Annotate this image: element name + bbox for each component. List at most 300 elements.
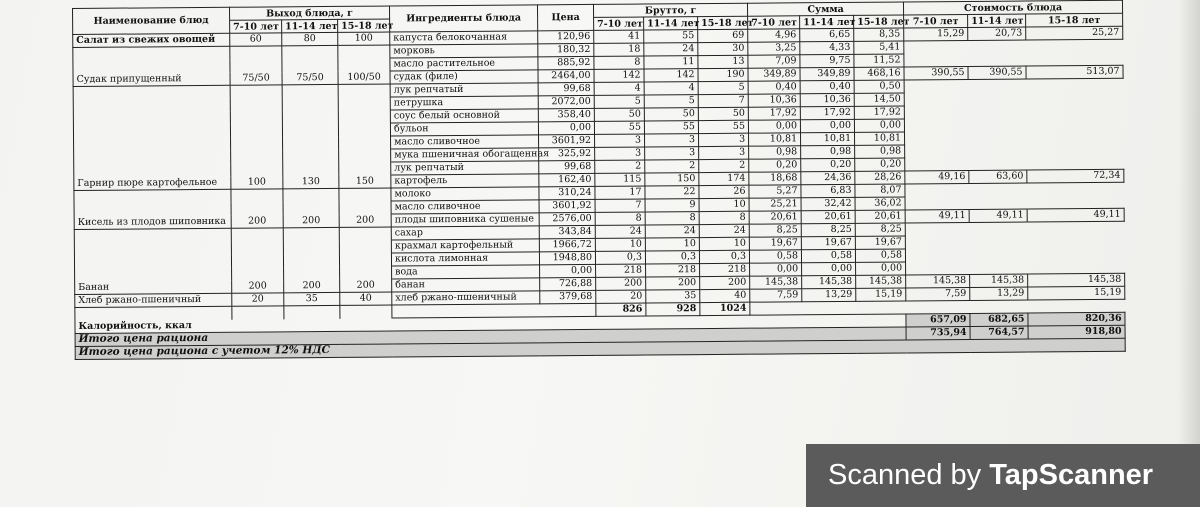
cost-cell (968, 40, 1026, 53)
yield-cell: 130 (283, 175, 339, 188)
dish-name-cell: Гарнир пюре картофельное (74, 176, 231, 190)
gross-cell: 5 (644, 95, 698, 108)
cost-cell (904, 118, 968, 132)
gross-cell: 55 (644, 30, 698, 43)
price-cell: 2576,00 (539, 212, 595, 225)
ingredient-cell: масло сливочное (391, 200, 539, 214)
ingredient-cell: судак (филе) (390, 70, 538, 84)
cost-cell (905, 248, 969, 262)
yield-cell (230, 111, 282, 124)
yield-cell: 200 (231, 215, 283, 228)
ingredient-cell: масло растительное (390, 57, 538, 71)
sum-cell: 468,16 (854, 67, 904, 80)
gross-cell: 0,3 (595, 251, 645, 264)
yield-cell (283, 136, 339, 149)
sum-cell: 7,09 (748, 55, 800, 68)
sum-cell: 10,81 (749, 133, 801, 146)
cost-cell (904, 79, 968, 93)
ingredient-cell: сахар (391, 226, 539, 240)
yield-cell (340, 266, 392, 279)
yield-cell: 80 (282, 32, 338, 45)
sum-cell: 8,25 (801, 223, 855, 236)
yield-cell (339, 253, 391, 266)
age-group-header: 15-18 лет (698, 16, 748, 29)
cost-cell (968, 105, 1026, 118)
yield-cell (282, 97, 338, 110)
header-price: Цена (538, 4, 594, 30)
gross-cell: 4 (594, 82, 644, 95)
dish-name-cell (74, 189, 231, 203)
cost-cell (905, 235, 969, 249)
ingredient-cell: плоды шиповника сушеные (391, 213, 539, 227)
sum-cell: 10,36 (748, 94, 800, 107)
cost-cell: 25,27 (1026, 26, 1123, 40)
yield-cell: 60 (230, 33, 282, 46)
ingredient-cell: морковь (390, 44, 538, 58)
yield-cell (284, 266, 340, 279)
gross-cell: 3 (645, 147, 699, 160)
ingredient-cell: мука пшеничная обогащенная (391, 148, 539, 162)
gross-cell: 2 (699, 159, 749, 172)
sum-cell: 4,33 (800, 41, 854, 54)
yield-cell: 200 (284, 279, 340, 292)
cost-cell (1027, 195, 1124, 209)
yield-cell (231, 254, 283, 267)
yield-cell: 75/50 (230, 72, 282, 85)
ingredient-cell: банан (392, 278, 540, 292)
price-cell: 0,00 (538, 121, 594, 134)
cost-cell (1026, 78, 1123, 92)
yield-cell (339, 201, 391, 214)
cost-cell: 513,07 (1026, 65, 1123, 79)
gross-cell: 2 (645, 160, 699, 173)
sum-cell: 8,25 (749, 224, 801, 237)
ingredient-cell: вода (392, 265, 540, 279)
yield-cell (338, 97, 390, 110)
watermark-brand: TapScanner (989, 459, 1154, 491)
cost-cell (969, 131, 1027, 144)
gross-cell: 3 (699, 146, 749, 159)
dish-name-cell (74, 254, 231, 268)
gross-total-cell: 826 (596, 303, 646, 316)
sum-cell: 10,81 (855, 132, 905, 145)
gross-cell: 2 (595, 160, 645, 173)
header-gross: Брутто, г (594, 3, 748, 17)
yield-cell (284, 305, 340, 318)
price-cell: 1966,72 (539, 238, 595, 251)
sum-cell: 349,89 (800, 67, 854, 80)
tapscanner-watermark (806, 444, 1200, 507)
cost-cell: 63,60 (969, 170, 1027, 183)
dish-name-cell: Банан (75, 280, 232, 294)
gross-cell: 8 (699, 211, 749, 224)
age-group-header: 11-14 лет (282, 19, 338, 32)
yield-cell (339, 240, 391, 253)
yield-cell: 100 (231, 176, 283, 189)
sum-cell: 5,27 (749, 185, 801, 198)
dish-name-cell (75, 267, 232, 281)
total-vat-label: Итого цена рациона с учетом 12% НДС (75, 338, 1125, 359)
blank-cell (802, 301, 856, 314)
gross-cell: 10 (699, 237, 749, 250)
cost-cell (968, 53, 1026, 66)
age-group-header: 15-18 лет (1026, 13, 1123, 27)
blank-cell (970, 300, 1028, 313)
dish-name-cell (73, 111, 230, 125)
sum-cell: 0,20 (749, 159, 801, 172)
cost-cell: 7,59 (906, 287, 970, 301)
gross-cell: 50 (644, 108, 698, 121)
dish-name-cell (74, 241, 231, 255)
yield-cell (231, 189, 283, 202)
price-cell: 2464,00 (538, 69, 594, 82)
cost-cell (905, 222, 969, 236)
gross-cell: 24 (644, 43, 698, 56)
sum-cell: 145,38 (750, 276, 802, 289)
cost-cell (905, 144, 969, 158)
age-group-header: 7-10 лет (748, 16, 800, 29)
gross-cell: 218 (646, 264, 700, 277)
sum-cell: 8,25 (855, 223, 905, 236)
cost-cell (969, 144, 1027, 157)
sum-cell: 4,96 (748, 29, 800, 42)
cost-cell (906, 261, 970, 275)
cost-cell (968, 118, 1026, 131)
dish-name-cell (73, 85, 230, 99)
sum-cell: 8,07 (855, 184, 905, 197)
cost-cell: 145,38 (1028, 273, 1125, 287)
gross-cell: 10 (645, 238, 699, 251)
dish-name-cell (74, 228, 231, 242)
blank-cell (750, 302, 802, 315)
gross-cell: 200 (700, 276, 750, 289)
yield-cell (232, 306, 284, 319)
gross-cell: 7 (698, 94, 748, 107)
dish-name-cell: Кисель из плодов шиповника (74, 215, 231, 229)
price-cell: 120,96 (538, 30, 594, 43)
sum-cell: 0,20 (801, 158, 855, 171)
dish-name-cell (73, 124, 230, 138)
sum-cell: 9,75 (800, 54, 854, 67)
calories-value: 682,65 (970, 313, 1028, 326)
gross-total-cell: 1024 (700, 302, 750, 315)
sum-cell: 0,40 (800, 80, 854, 93)
gross-cell: 150 (645, 173, 699, 186)
dish-name-cell (74, 163, 231, 177)
dish-name-cell: Судак припущенный (73, 72, 230, 86)
yield-cell (282, 45, 338, 58)
cost-cell (970, 261, 1028, 274)
cost-cell (1027, 221, 1124, 235)
dish-name-cell (73, 98, 230, 112)
sum-cell: 0,50 (854, 80, 904, 93)
ingredient-cell: капуста белокочанная (390, 31, 538, 45)
sum-cell: 0,00 (856, 262, 906, 275)
gross-cell: 13 (698, 55, 748, 68)
cost-cell: 390,55 (968, 66, 1026, 79)
sum-cell: 0,20 (855, 158, 905, 171)
price-cell: 1948,80 (539, 251, 595, 264)
yield-cell: 150 (339, 175, 391, 188)
blank-cell (856, 301, 906, 314)
cost-cell: 49,11 (969, 209, 1027, 222)
sum-cell: 18,68 (749, 172, 801, 185)
cost-cell: 13,29 (970, 287, 1028, 300)
cost-cell (1026, 117, 1123, 131)
yield-cell (231, 150, 283, 163)
yield-cell (339, 136, 391, 149)
price-cell: 3601,92 (539, 199, 595, 212)
age-group-header: 11-14 лет (968, 14, 1026, 27)
cost-cell (904, 40, 968, 54)
cost-cell (905, 196, 969, 210)
price-cell: 379,68 (540, 290, 596, 303)
gross-cell: 200 (596, 277, 646, 290)
gross-cell: 69 (698, 29, 748, 42)
cost-cell: 145,38 (906, 274, 970, 288)
cost-cell (1026, 91, 1123, 105)
sum-cell: 13,29 (802, 288, 856, 301)
yield-cell (283, 188, 339, 201)
gross-cell: 142 (594, 69, 644, 82)
yield-cell (231, 137, 283, 150)
yield-cell (231, 228, 283, 241)
sum-cell: 19,67 (801, 236, 855, 249)
page-edge-shadow (1178, 0, 1200, 507)
sum-cell: 6,83 (801, 184, 855, 197)
sum-cell: 0,58 (801, 249, 855, 262)
cost-cell (968, 92, 1026, 105)
yield-cell (231, 163, 283, 176)
yield-cell: 75/50 (282, 71, 338, 84)
sum-cell: 10,81 (801, 132, 855, 145)
cost-cell: 15,29 (904, 27, 968, 41)
yield-cell (338, 123, 390, 136)
sum-cell: 0,58 (749, 250, 801, 263)
cost-cell (1027, 130, 1124, 144)
cost-cell: 49,11 (905, 209, 969, 223)
sum-cell: 19,67 (749, 237, 801, 250)
menu-cost-table (72, 0, 1126, 360)
cost-cell (968, 79, 1026, 92)
yield-cell: 200 (283, 214, 339, 227)
yield-cell (282, 110, 338, 123)
calories-value: 820,36 (1028, 312, 1125, 326)
ingredient-cell: лук репчатый (390, 83, 538, 97)
gross-cell: 24 (595, 225, 645, 238)
gross-cell: 0,3 (645, 251, 699, 264)
yield-cell: 40 (340, 292, 392, 305)
gross-cell: 40 (700, 289, 750, 302)
gross-cell: 142 (644, 69, 698, 82)
gross-cell: 17 (595, 186, 645, 199)
yield-cell (339, 188, 391, 201)
yield-cell (339, 227, 391, 240)
menu-body (73, 26, 1125, 320)
cost-cell (904, 53, 968, 67)
gross-cell: 5 (698, 81, 748, 94)
cost-cell (1028, 260, 1125, 274)
header-ingredients: Ингредиенты блюда (390, 5, 538, 32)
gross-cell: 218 (596, 264, 646, 277)
yield-cell (230, 59, 282, 72)
yield-cell (339, 149, 391, 162)
sum-cell: 19,67 (855, 236, 905, 249)
price-cell: 358,40 (538, 108, 594, 121)
sum-cell: 3,25 (748, 42, 800, 55)
sum-cell: 0,00 (748, 120, 800, 133)
yield-cell (232, 267, 284, 280)
total-value: 918,80 (1028, 325, 1125, 339)
cost-cell (969, 248, 1027, 261)
gross-cell: 10 (699, 198, 749, 211)
total-value: 764,57 (970, 326, 1028, 339)
sum-cell: 36,02 (855, 197, 905, 210)
age-group-header: 7-10 лет (904, 14, 968, 28)
yield-cell (340, 305, 392, 318)
price-cell: 310,24 (539, 186, 595, 199)
cost-cell: 390,55 (904, 66, 968, 80)
gross-cell: 35 (646, 290, 700, 303)
cost-cell: 72,34 (1027, 169, 1124, 183)
ingredient-cell: бульон (390, 122, 538, 136)
ingredient-cell: крахмал картофельный (391, 239, 539, 253)
cost-cell: 49,11 (1027, 208, 1124, 222)
yield-cell: 200 (340, 279, 392, 292)
gross-cell: 8 (645, 212, 699, 225)
sum-cell: 14,50 (854, 93, 904, 106)
price-cell (540, 303, 596, 316)
age-group-header: 7-10 лет (594, 17, 644, 30)
yield-cell (338, 58, 390, 71)
cost-cell: 49,16 (905, 170, 969, 184)
sum-cell: 25,21 (749, 198, 801, 211)
ingredient-cell: петрушка (390, 96, 538, 110)
yield-cell (231, 202, 283, 215)
ingredient-cell: кислота лимонная (391, 252, 539, 266)
sum-cell: 0,00 (854, 119, 904, 132)
sum-cell: 0,98 (749, 146, 801, 159)
gross-cell: 10 (595, 238, 645, 251)
yield-cell: 35 (284, 292, 340, 305)
yield-cell (230, 124, 282, 137)
sum-cell: 0,00 (802, 262, 856, 275)
gross-cell: 3 (645, 134, 699, 147)
gross-cell: 18 (594, 43, 644, 56)
yield-cell (283, 253, 339, 266)
dish-name-cell (73, 46, 230, 60)
sum-cell: 17,92 (748, 107, 800, 120)
cost-cell (1027, 247, 1124, 261)
price-cell: 343,84 (539, 225, 595, 238)
cost-cell: 145,38 (970, 274, 1028, 287)
price-cell: 99,68 (538, 82, 594, 95)
yield-cell (339, 162, 391, 175)
total-value: 735,94 (906, 326, 970, 340)
sum-cell: 11,52 (854, 54, 904, 67)
price-cell: 99,68 (539, 160, 595, 173)
sum-cell: 24,36 (801, 171, 855, 184)
gross-cell: 9 (645, 199, 699, 212)
sum-cell: 20,61 (801, 210, 855, 223)
yield-cell (230, 85, 282, 98)
sum-cell: 28,26 (855, 171, 905, 184)
ingredient-cell: картофель (391, 174, 539, 188)
sum-cell: 32,42 (801, 197, 855, 210)
yield-cell (282, 58, 338, 71)
sum-cell: 0,58 (855, 249, 905, 262)
gross-cell: 115 (595, 173, 645, 186)
age-group-header: 15-18 лет (854, 15, 904, 28)
cost-cell (969, 196, 1027, 209)
cost-cell (969, 222, 1027, 235)
watermark-prefix: Scanned by (828, 459, 990, 491)
gross-cell: 50 (698, 107, 748, 120)
calories-label: Калорийность, ккал (75, 314, 906, 334)
price-cell: 2072,00 (538, 95, 594, 108)
sum-cell: 145,38 (856, 275, 906, 288)
dish-name-cell (74, 137, 231, 151)
cost-cell (969, 235, 1027, 248)
gross-cell: 7 (595, 199, 645, 212)
gross-cell: 55 (594, 121, 644, 134)
cost-cell (1027, 156, 1124, 170)
gross-total-cell: 928 (646, 303, 700, 316)
ingredient-cell: молоко (391, 187, 539, 201)
header-sum: Сумма (748, 2, 904, 16)
dish-name-cell (74, 202, 231, 216)
yield-cell (283, 149, 339, 162)
dish-name-cell: Хлеб ржано-пшеничный (75, 293, 232, 307)
gross-cell: 24 (699, 224, 749, 237)
cost-cell (969, 157, 1027, 170)
cost-cell (1026, 104, 1123, 118)
yield-cell (231, 241, 283, 254)
cost-cell (905, 131, 969, 145)
gross-cell: 4 (644, 82, 698, 95)
age-group-header: 11-14 лет (644, 17, 698, 30)
gross-cell: 5 (594, 95, 644, 108)
cost-cell (1027, 234, 1124, 248)
gross-cell: 41 (594, 30, 644, 43)
ingredient-cell: масло сливочное (391, 135, 539, 149)
header-yield: Выход блюда, г (229, 6, 389, 20)
sum-cell: 0,98 (855, 145, 905, 158)
sum-cell: 17,92 (854, 106, 904, 119)
sum-cell: 6,65 (800, 28, 854, 41)
gross-cell: 55 (644, 121, 698, 134)
cost-cell (905, 183, 969, 197)
sum-cell: 145,38 (802, 275, 856, 288)
sum-cell: 0,40 (748, 81, 800, 94)
gross-cell: 24 (645, 225, 699, 238)
cost-cell (1027, 182, 1124, 196)
gross-cell: 50 (594, 108, 644, 121)
blank-cell (1028, 299, 1125, 313)
total-label: Итого цена рациона (75, 327, 906, 347)
header-cost: Стоимость блюда (904, 0, 1123, 15)
ingredient-cell: хлеб ржано-пшеничный (392, 291, 540, 305)
dish-name-cell: Салат из свежих овощей (73, 33, 230, 47)
yield-cell (230, 46, 282, 59)
sum-cell: 0,98 (801, 145, 855, 158)
cost-cell (1026, 52, 1123, 66)
age-group-header: 15-18 лет (338, 19, 390, 32)
gross-cell: 30 (698, 42, 748, 55)
gross-cell: 3 (595, 134, 645, 147)
yield-cell (338, 110, 390, 123)
dish-name-cell (75, 306, 232, 320)
